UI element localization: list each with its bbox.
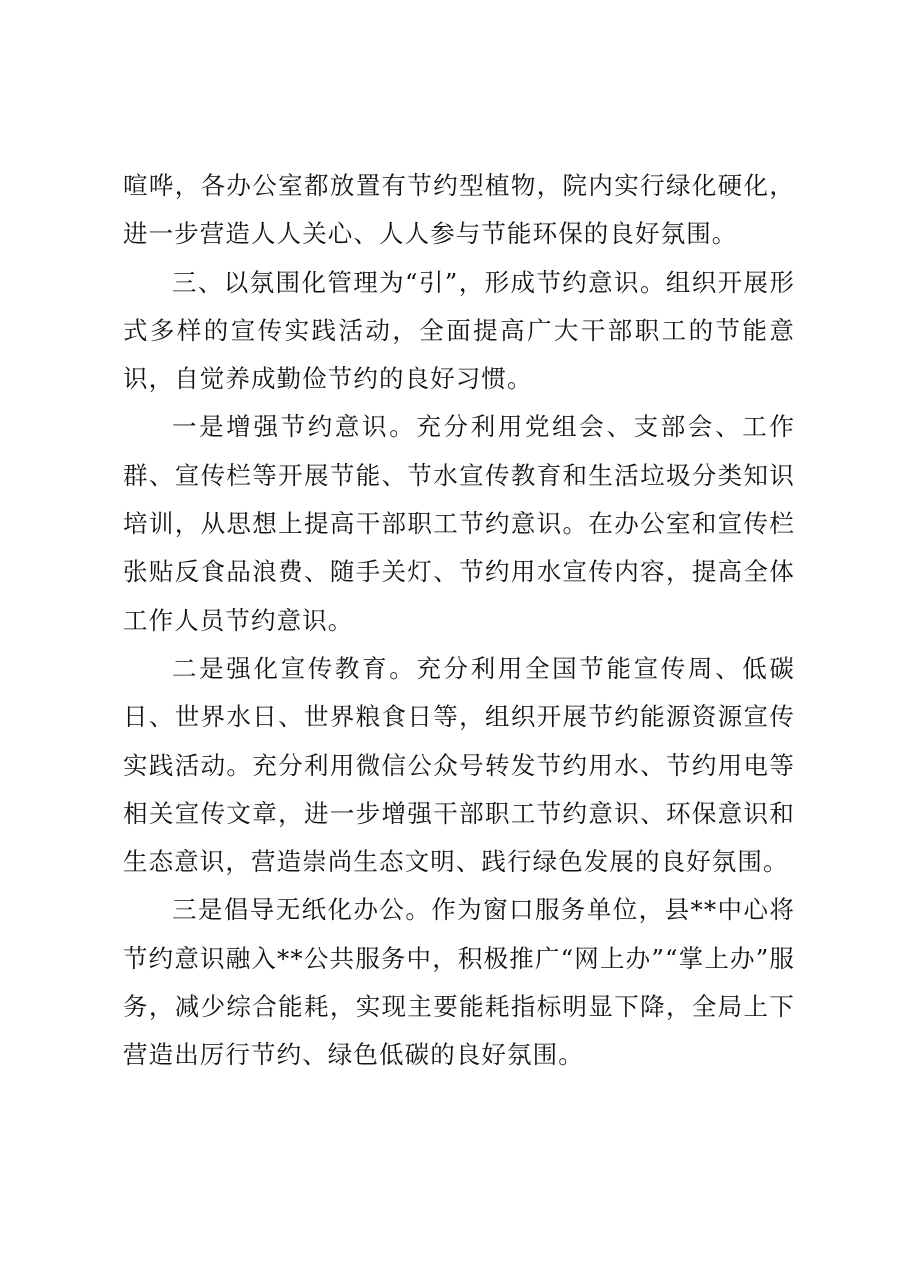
paragraph-paperless-office: 三是倡导无纸化办公。作为窗口服务单位，县**中心将节约意识融入**公共服务中，积极推广“网上办”“掌上办”服务，减少综合能耗，实现主要能耗指标明显下降，全局上下营造出厉行节约、绿色低碳的良好氛围。: [123, 895, 795, 1070]
paragraph-continuation: 喧哗，各办公室都放置有节约型植物，院内实行绿化硬化，进一步营造人人关心、人人参与节能环保的良好氛围。: [123, 171, 795, 249]
document-body: [123, 162, 795, 1080]
paragraph-strengthen-awareness: 一是增强节约意识。充分利用党组会、支部会、工作群、宣传栏等开展节能、节水宣传教育和生活垃圾分类知识培训，从思想上提高干部职工节约意识。在办公室和宣传栏张贴反食品浪费、随手关灯、节约用水宣传内容，提高全体工作人员节约意识。: [123, 412, 795, 635]
paragraph-publicity-education: 二是强化宣传教育。充分利用全国节能宣传周、低碳日、世界水日、世界粮食日等，组织开展节约能源资源宣传实践活动。充分利用微信公众号转发节约用水、节约用电等相关宣传文章，进一步增强干部职工节约意识、环保意识和生态意识，营造崇尚生态文明、践行绿色发展的良好氛围。: [123, 653, 795, 877]
paragraph-section-three-heading: 三、以氛围化管理为“引”，形成节约意识。组织开展形式多样的宣传实践活动，全面提高广大干部职工的节能意识，自觉养成勤俭节约的良好习惯。: [123, 267, 795, 394]
